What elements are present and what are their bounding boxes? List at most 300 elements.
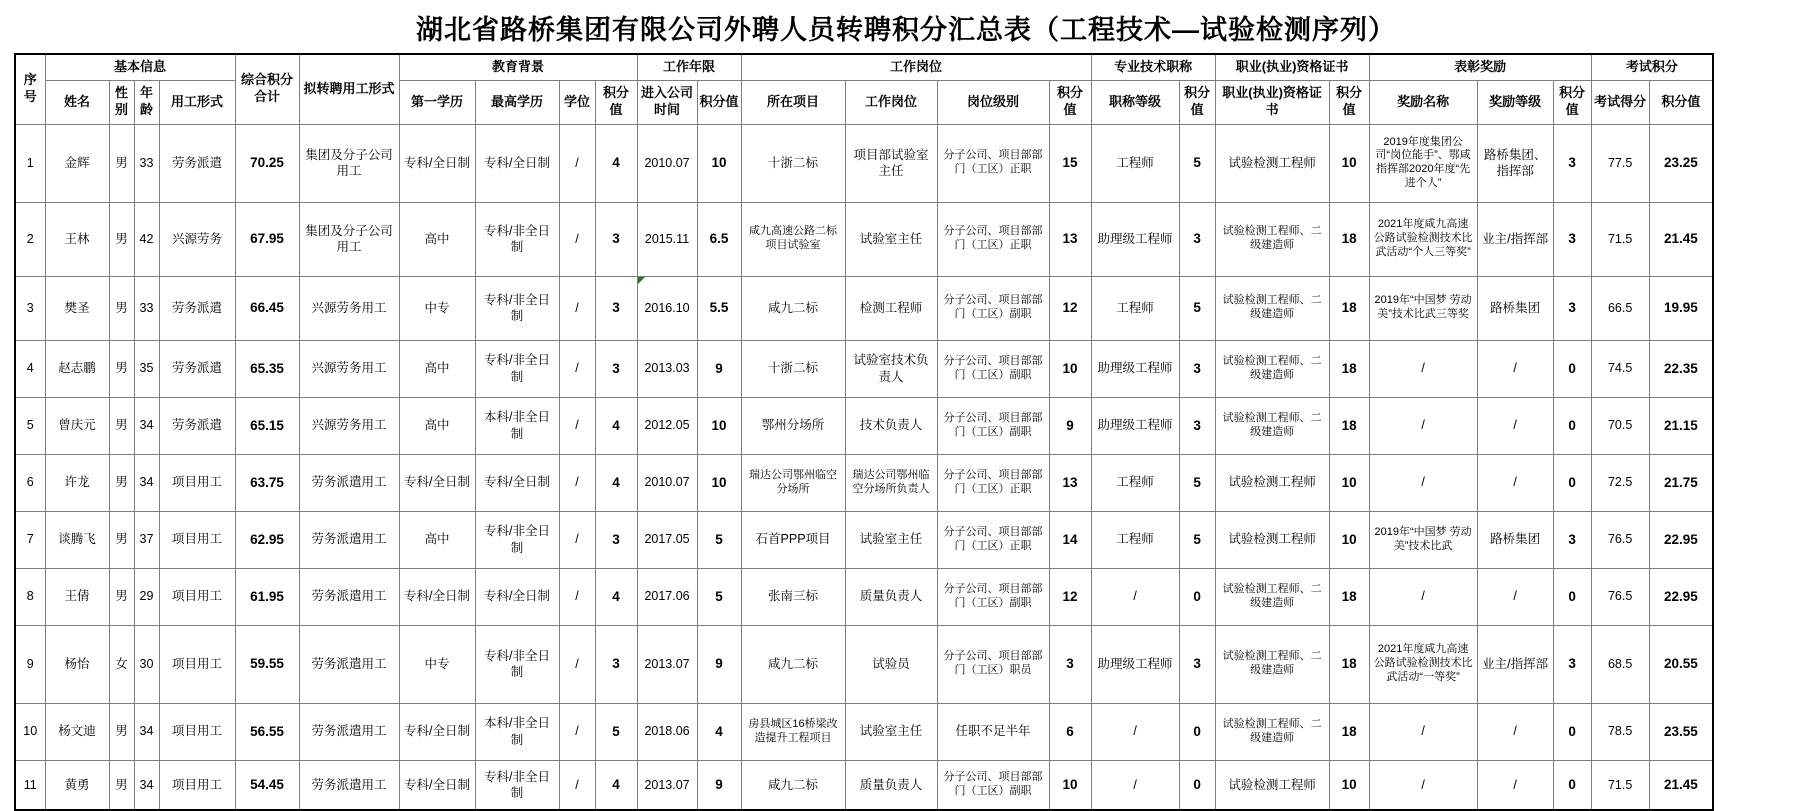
table-cell[interactable]: / — [559, 397, 595, 454]
table-cell[interactable]: 劳务派遣 — [159, 340, 235, 397]
table-cell[interactable]: 试验室主任 — [845, 202, 937, 276]
table-cell[interactable]: 质量负责人 — [845, 760, 937, 810]
table-cell[interactable]: 7 — [15, 511, 45, 568]
table-cell[interactable]: / — [559, 124, 595, 202]
table-cell[interactable]: 22.35 — [1649, 340, 1713, 397]
table-cell[interactable]: 专科/全日制 — [475, 454, 559, 511]
table-row — [15, 454, 1713, 511]
table-cell[interactable]: 男 — [109, 568, 134, 625]
table-cell[interactable]: 10 — [1049, 340, 1091, 397]
table-cell[interactable]: 5 — [1179, 511, 1215, 568]
table-cell[interactable]: 劳务派遣用工 — [299, 703, 399, 760]
table-cell[interactable]: 路桥集团 — [1477, 276, 1553, 340]
table-cell[interactable]: 5.5 — [697, 276, 741, 340]
column-header: 岗位级别 — [937, 80, 1049, 124]
table-cell[interactable]: 试验检测工程师、二级建造师 — [1215, 202, 1329, 276]
table-cell[interactable]: 兴源劳务用工 — [299, 276, 399, 340]
table-cell[interactable]: 试验检测工程师、二级建造师 — [1215, 625, 1329, 703]
table-cell[interactable]: 试验室技术负责人 — [845, 340, 937, 397]
table-cell[interactable]: / — [1477, 568, 1553, 625]
table-cell[interactable]: 2013.07 — [637, 760, 697, 810]
table-cell[interactable]: 3 — [1179, 625, 1215, 703]
table-cell[interactable]: / — [1369, 568, 1477, 625]
table-cell[interactable]: / — [559, 202, 595, 276]
table-cell[interactable]: 路桥集团 — [1477, 511, 1553, 568]
table-cell[interactable]: 8 — [15, 568, 45, 625]
table-cell[interactable]: 瑞达公司鄂州临空分场所负责人 — [845, 454, 937, 511]
table-cell[interactable]: 23.55 — [1649, 703, 1713, 760]
table-cell[interactable]: 专科/非全日制 — [475, 511, 559, 568]
table-row — [15, 124, 1713, 202]
table-cell[interactable]: 助理级工程师 — [1091, 625, 1179, 703]
table-cell[interactable]: 10 — [15, 703, 45, 760]
table-cell[interactable]: 任职不足半年 — [937, 703, 1049, 760]
table-cell[interactable]: / — [559, 340, 595, 397]
table-cell[interactable]: 42 — [134, 202, 159, 276]
table-cell[interactable]: 助理级工程师 — [1091, 340, 1179, 397]
table-cell[interactable]: 18 — [1329, 202, 1369, 276]
table-cell[interactable]: 男 — [109, 276, 134, 340]
table-cell[interactable]: 2016.10 — [637, 276, 697, 340]
table-cell[interactable]: 6 — [1049, 703, 1091, 760]
table-cell[interactable]: 0 — [1553, 454, 1591, 511]
table-cell[interactable]: 劳务派遣用工 — [299, 511, 399, 568]
table-cell[interactable]: 项目用工 — [159, 703, 235, 760]
table-cell[interactable]: 78.5 — [1591, 703, 1649, 760]
column-group-header: 考试积分 — [1591, 54, 1713, 80]
table-cell[interactable]: 2010.07 — [637, 454, 697, 511]
table-cell[interactable]: 2017.06 — [637, 568, 697, 625]
table-cell[interactable]: 女 — [109, 625, 134, 703]
table-cell[interactable]: 十浙二标 — [741, 340, 845, 397]
table-cell[interactable]: 分子公司、项目部部门（工区）职员 — [937, 625, 1049, 703]
table-cell[interactable]: 3 — [595, 202, 637, 276]
table-cell[interactable]: 0 — [1553, 760, 1591, 810]
table-cell[interactable]: / — [559, 625, 595, 703]
table-cell[interactable]: 21.45 — [1649, 760, 1713, 810]
table-cell[interactable]: 20.55 — [1649, 625, 1713, 703]
table-cell[interactable]: 男 — [109, 340, 134, 397]
table-cell[interactable]: 男 — [109, 760, 134, 810]
table-cell[interactable]: 助理级工程师 — [1091, 202, 1179, 276]
table-cell[interactable]: 男 — [109, 703, 134, 760]
column-group-header: 表彰奖励 — [1369, 54, 1591, 80]
table-cell[interactable]: 试验检测工程师 — [1215, 760, 1329, 810]
table-cell[interactable]: 62.95 — [235, 511, 299, 568]
table-cell[interactable]: / — [559, 511, 595, 568]
table-cell[interactable]: 劳务派遣用工 — [299, 625, 399, 703]
table-cell[interactable]: 14 — [1049, 511, 1091, 568]
table-cell[interactable]: 9 — [697, 625, 741, 703]
table-cell[interactable]: 专科/非全日制 — [475, 760, 559, 810]
table-cell[interactable]: 项目用工 — [159, 454, 235, 511]
table-cell[interactable]: 6.5 — [697, 202, 741, 276]
table-cell[interactable]: 2021年度咸九高速公路试验检测技术比武活动“一等奖” — [1369, 625, 1477, 703]
table-cell[interactable]: 咸九二标 — [741, 625, 845, 703]
table-cell[interactable]: 22.95 — [1649, 568, 1713, 625]
table-cell[interactable]: / — [1477, 760, 1553, 810]
table-cell[interactable]: 劳务派遣 — [159, 276, 235, 340]
table-cell[interactable]: 质量负责人 — [845, 568, 937, 625]
table-cell[interactable]: / — [1369, 703, 1477, 760]
table-cell[interactable]: 30 — [134, 625, 159, 703]
table-cell[interactable]: 试验检测工程师、二级建造师 — [1215, 703, 1329, 760]
table-cell[interactable]: 34 — [134, 760, 159, 810]
table-cell[interactable]: 3 — [1179, 202, 1215, 276]
table-cell[interactable]: 高中 — [399, 511, 475, 568]
table-cell[interactable]: 试验检测工程师 — [1215, 124, 1329, 202]
table-cell[interactable]: 项目用工 — [159, 568, 235, 625]
table-cell[interactable]: 5 — [15, 397, 45, 454]
table-cell[interactable]: 兴源劳务 — [159, 202, 235, 276]
table-cell[interactable]: 67.95 — [235, 202, 299, 276]
table-cell[interactable]: 男 — [109, 511, 134, 568]
table-cell[interactable]: 3 — [595, 340, 637, 397]
table-cell[interactable]: 分子公司、项目部部门（工区）副职 — [937, 568, 1049, 625]
table-cell[interactable]: 检测工程师 — [845, 276, 937, 340]
table-cell[interactable]: 张南三标 — [741, 568, 845, 625]
table-cell[interactable]: / — [559, 568, 595, 625]
table-cell[interactable]: 3 — [1553, 511, 1591, 568]
table-cell[interactable]: / — [1477, 340, 1553, 397]
table-cell[interactable]: 0 — [1179, 760, 1215, 810]
table-cell[interactable]: 专科/非全日制 — [475, 625, 559, 703]
table-cell[interactable]: 咸九二标 — [741, 760, 845, 810]
table-cell[interactable]: 专科/非全日制 — [475, 340, 559, 397]
table-cell[interactable]: 21.15 — [1649, 397, 1713, 454]
table-cell[interactable]: 劳务派遣用工 — [299, 760, 399, 810]
table-cell[interactable]: 6 — [15, 454, 45, 511]
table-cell[interactable]: 专科/全日制 — [475, 568, 559, 625]
table-cell[interactable]: 63.75 — [235, 454, 299, 511]
table-cell[interactable]: 34 — [134, 397, 159, 454]
table-cell[interactable]: 77.5 — [1591, 124, 1649, 202]
table-cell[interactable]: 2010.07 — [637, 124, 697, 202]
table-cell[interactable]: 34 — [134, 454, 159, 511]
table-cell[interactable]: 1 — [15, 124, 45, 202]
table-cell[interactable]: 71.5 — [1591, 760, 1649, 810]
table-cell[interactable]: 2019年度集团公司“岗位能手”、鄂咸指挥部2020年度“先进个人” — [1369, 124, 1477, 202]
table-cell[interactable]: 12 — [1049, 276, 1091, 340]
table-cell[interactable]: 65.35 — [235, 340, 299, 397]
table-cell[interactable]: 10 — [697, 454, 741, 511]
table-cell[interactable]: 业主/指挥部 — [1477, 625, 1553, 703]
table-cell[interactable]: 4 — [595, 397, 637, 454]
table-cell[interactable]: 9 — [15, 625, 45, 703]
table-cell[interactable]: 男 — [109, 124, 134, 202]
table-cell[interactable]: 樊圣 — [45, 276, 109, 340]
table-cell[interactable]: 专科/全日制 — [399, 760, 475, 810]
table-cell[interactable]: 本科/非全日制 — [475, 703, 559, 760]
table-cell[interactable]: 10 — [1329, 454, 1369, 511]
table-cell[interactable]: 22.95 — [1649, 511, 1713, 568]
table-cell[interactable]: 0 — [1553, 568, 1591, 625]
table-cell[interactable]: 金辉 — [45, 124, 109, 202]
table-cell[interactable]: 王倩 — [45, 568, 109, 625]
table-cell[interactable]: 11 — [15, 760, 45, 810]
table-cell[interactable]: 工程师 — [1091, 124, 1179, 202]
column-header: 学位 — [559, 80, 595, 124]
table-cell[interactable]: 2 — [15, 202, 45, 276]
table-cell[interactable]: 3 — [595, 276, 637, 340]
table-cell[interactable]: 分子公司、项目部部门（工区）副职 — [937, 276, 1049, 340]
table-cell[interactable]: 10 — [1049, 760, 1091, 810]
table-cell[interactable]: 12 — [1049, 568, 1091, 625]
table-cell[interactable]: 4 — [595, 760, 637, 810]
column-header: 考试得分 — [1591, 80, 1649, 124]
table-cell[interactable]: 9 — [697, 760, 741, 810]
table-cell[interactable]: 34 — [134, 703, 159, 760]
table-cell[interactable]: 3 — [1553, 625, 1591, 703]
table-cell[interactable]: 试验室主任 — [845, 511, 937, 568]
table-cell[interactable]: 专科/全日制 — [399, 454, 475, 511]
table-cell[interactable]: 劳务派遣 — [159, 124, 235, 202]
table-cell[interactable]: 黄勇 — [45, 760, 109, 810]
table-cell[interactable]: 劳务派遣用工 — [299, 454, 399, 511]
table-cell[interactable]: 试验检测工程师 — [1215, 454, 1329, 511]
table-cell[interactable]: 路桥集团、指挥部 — [1477, 124, 1553, 202]
table-cell[interactable]: 试验检测工程师、二级建造师 — [1215, 276, 1329, 340]
table-cell[interactable]: 37 — [134, 511, 159, 568]
table-cell[interactable]: 33 — [134, 124, 159, 202]
table-cell[interactable]: 10 — [697, 397, 741, 454]
table-cell[interactable]: 71.5 — [1591, 202, 1649, 276]
table-cell[interactable]: 试验检测工程师、二级建造师 — [1215, 340, 1329, 397]
table-cell[interactable]: 分子公司、项目部部门（工区）副职 — [937, 340, 1049, 397]
table-cell[interactable]: 咸九二标 — [741, 276, 845, 340]
table-cell[interactable]: / — [1369, 454, 1477, 511]
table-cell[interactable]: 13 — [1049, 454, 1091, 511]
table-cell[interactable]: / — [559, 454, 595, 511]
table-cell[interactable]: 项目用工 — [159, 511, 235, 568]
table-cell[interactable]: 4 — [697, 703, 741, 760]
table-cell[interactable]: 集团及分子公司用工 — [299, 124, 399, 202]
table-cell[interactable]: 项目部试验室主任 — [845, 124, 937, 202]
table-cell[interactable]: 0 — [1179, 703, 1215, 760]
table-cell[interactable]: / — [1091, 760, 1179, 810]
table-cell[interactable]: 10 — [1329, 124, 1369, 202]
table-cell[interactable]: 兴源劳务用工 — [299, 397, 399, 454]
table-row — [15, 202, 1713, 276]
table-cell[interactable]: 项目用工 — [159, 760, 235, 810]
column-header: 积分值 — [595, 80, 637, 124]
table-cell[interactable]: 试验检测工程师 — [1215, 511, 1329, 568]
table-cell[interactable]: 61.95 — [235, 568, 299, 625]
table-cell[interactable]: 十浙二标 — [741, 124, 845, 202]
table-cell[interactable]: 试验检测工程师、二级建造师 — [1215, 568, 1329, 625]
table-cell[interactable]: 分子公司、项目部部门（工区）副职 — [937, 760, 1049, 810]
table-cell[interactable]: 35 — [134, 340, 159, 397]
table-cell[interactable]: 高中 — [399, 397, 475, 454]
table-cell[interactable]: 技术负责人 — [845, 397, 937, 454]
table-cell[interactable]: 分子公司、项目部部门（工区）正职 — [937, 511, 1049, 568]
table-cell[interactable]: 70.25 — [235, 124, 299, 202]
table-cell[interactable]: 房县城区16桥梁改造提升工程项目 — [741, 703, 845, 760]
table-cell[interactable]: 65.15 — [235, 397, 299, 454]
table-cell[interactable]: 助理级工程师 — [1091, 397, 1179, 454]
table-cell[interactable]: 0 — [1553, 340, 1591, 397]
table-cell[interactable]: 3 — [15, 276, 45, 340]
table-cell[interactable]: 试验室主任 — [845, 703, 937, 760]
table-cell[interactable]: 2021年度咸九高速公路试验检测技术比武活动“个人三等奖” — [1369, 202, 1477, 276]
table-cell[interactable]: 兴源劳务用工 — [299, 340, 399, 397]
table-cell[interactable]: 15 — [1049, 124, 1091, 202]
table-cell[interactable]: 专科/全日制 — [399, 568, 475, 625]
table-cell[interactable]: 0 — [1553, 397, 1591, 454]
table-cell[interactable]: 分子公司、项目部部门（工区）副职 — [937, 397, 1049, 454]
table-cell[interactable]: 业主/指挥部 — [1477, 202, 1553, 276]
table-cell[interactable]: / — [1369, 397, 1477, 454]
table-row — [15, 276, 1713, 340]
table-cell[interactable]: 3 — [1179, 397, 1215, 454]
table-cell[interactable]: 54.45 — [235, 760, 299, 810]
table-cell[interactable]: 0 — [1179, 568, 1215, 625]
table-cell[interactable]: 高中 — [399, 202, 475, 276]
table-cell[interactable]: 18 — [1329, 703, 1369, 760]
table-cell[interactable]: 3 — [1553, 124, 1591, 202]
table-cell[interactable]: 3 — [595, 511, 637, 568]
table-cell[interactable]: 专科/全日制 — [399, 703, 475, 760]
table-cell[interactable]: 试验员 — [845, 625, 937, 703]
table-cell[interactable]: 2013.07 — [637, 625, 697, 703]
table-cell[interactable]: 2013.03 — [637, 340, 697, 397]
table-cell[interactable]: / — [559, 703, 595, 760]
table-cell[interactable]: 4 — [595, 454, 637, 511]
table-cell[interactable]: / — [1369, 340, 1477, 397]
table-cell[interactable]: 74.5 — [1591, 340, 1649, 397]
table-cell[interactable]: 赵志鹏 — [45, 340, 109, 397]
table-cell[interactable]: 谈腾飞 — [45, 511, 109, 568]
table-cell[interactable]: / — [1477, 454, 1553, 511]
table-row — [15, 703, 1713, 760]
table-cell[interactable]: 专科/非全日制 — [475, 276, 559, 340]
table-cell[interactable]: 9 — [1049, 397, 1091, 454]
table-cell[interactable]: / — [1091, 703, 1179, 760]
table-cell[interactable]: 10 — [697, 124, 741, 202]
table-cell[interactable]: 18 — [1329, 276, 1369, 340]
table-cell[interactable]: 4 — [15, 340, 45, 397]
table-cell[interactable]: 72.5 — [1591, 454, 1649, 511]
table-cell[interactable]: 2018.06 — [637, 703, 697, 760]
table-cell[interactable]: 76.5 — [1591, 568, 1649, 625]
table-cell[interactable]: 工程师 — [1091, 511, 1179, 568]
table-cell[interactable]: 4 — [595, 124, 637, 202]
table-cell[interactable]: 18 — [1329, 625, 1369, 703]
table-cell[interactable]: 许龙 — [45, 454, 109, 511]
table-cell[interactable]: 29 — [134, 568, 159, 625]
table-cell[interactable]: 2015.11 — [637, 202, 697, 276]
table-cell[interactable]: 王林 — [45, 202, 109, 276]
table-cell[interactable]: 5 — [1179, 124, 1215, 202]
table-cell[interactable]: 66.45 — [235, 276, 299, 340]
table-cell[interactable]: 项目用工 — [159, 625, 235, 703]
table-cell[interactable]: 3 — [595, 625, 637, 703]
table-cell[interactable]: 3 — [1049, 625, 1091, 703]
table-cell[interactable]: / — [1477, 703, 1553, 760]
table-cell[interactable]: 劳务派遣 — [159, 397, 235, 454]
table-cell[interactable]: 专科/非全日制 — [475, 202, 559, 276]
table-cell[interactable]: 2019年“中国梦 劳动美”技术比武 — [1369, 511, 1477, 568]
table-cell[interactable]: 分子公司、项目部部门（工区）正职 — [937, 202, 1049, 276]
table-cell[interactable]: 70.5 — [1591, 397, 1649, 454]
table-cell[interactable]: 2019年“中国梦 劳动美”技术比武三等奖 — [1369, 276, 1477, 340]
table-cell[interactable]: 分子公司、项目部部门（工区）正职 — [937, 454, 1049, 511]
table-cell[interactable]: / — [1477, 397, 1553, 454]
table-cell[interactable]: 中专 — [399, 276, 475, 340]
table-cell[interactable]: 咸九高速公路二标项目试验室 — [741, 202, 845, 276]
table-cell[interactable]: 鄂州分场所 — [741, 397, 845, 454]
table-cell[interactable]: 曾庆元 — [45, 397, 109, 454]
table-cell[interactable]: 5 — [697, 511, 741, 568]
table-cell[interactable]: 劳务派遣用工 — [299, 568, 399, 625]
column-header: 所在项目 — [741, 80, 845, 124]
table-cell[interactable]: 76.5 — [1591, 511, 1649, 568]
table-cell[interactable]: 4 — [595, 568, 637, 625]
table-cell[interactable]: 13 — [1049, 202, 1091, 276]
table-cell[interactable]: 5 — [595, 703, 637, 760]
table-cell[interactable]: 分子公司、项目部部门（工区）正职 — [937, 124, 1049, 202]
table-cell[interactable]: 9 — [697, 340, 741, 397]
table-cell[interactable]: 2012.05 — [637, 397, 697, 454]
column-group-header: 工作岗位 — [741, 54, 1091, 80]
table-cell[interactable]: / — [1369, 760, 1477, 810]
table-cell[interactable]: / — [1091, 568, 1179, 625]
table-cell[interactable]: 杨怡 — [45, 625, 109, 703]
table-cell[interactable]: 21.75 — [1649, 454, 1713, 511]
table-cell[interactable]: 56.55 — [235, 703, 299, 760]
table-cell[interactable]: 59.55 — [235, 625, 299, 703]
table-cell[interactable]: 3 — [1553, 202, 1591, 276]
table-cell[interactable]: 5 — [1179, 454, 1215, 511]
table-cell[interactable]: 68.5 — [1591, 625, 1649, 703]
table-cell[interactable]: 5 — [697, 568, 741, 625]
table-cell[interactable]: 66.5 — [1591, 276, 1649, 340]
table-cell[interactable]: 石首PPP项目 — [741, 511, 845, 568]
table-cell[interactable]: 3 — [1179, 340, 1215, 397]
table-cell[interactable]: 试验检测工程师、二级建造师 — [1215, 397, 1329, 454]
table-cell[interactable]: 男 — [109, 397, 134, 454]
table-cell[interactable]: 工程师 — [1091, 276, 1179, 340]
table-cell[interactable]: 瑞达公司鄂州临空分场所 — [741, 454, 845, 511]
table-cell[interactable]: 男 — [109, 454, 134, 511]
table-cell[interactable]: 3 — [1553, 276, 1591, 340]
page-title: 湖北省路桥集团有限公司外聘人员转聘积分汇总表（工程技术—试验检测序列） — [416, 15, 1396, 45]
table-cell[interactable]: 专科/全日制 — [399, 124, 475, 202]
table-cell[interactable]: / — [559, 276, 595, 340]
table-cell[interactable]: / — [559, 760, 595, 810]
table-cell[interactable]: 男 — [109, 202, 134, 276]
table-cell[interactable]: 18 — [1329, 397, 1369, 454]
table-cell[interactable]: 杨文迪 — [45, 703, 109, 760]
table-cell[interactable]: 高中 — [399, 340, 475, 397]
table-cell[interactable]: 23.25 — [1649, 124, 1713, 202]
table-cell[interactable]: 专科/全日制 — [475, 124, 559, 202]
table-cell[interactable]: 33 — [134, 276, 159, 340]
table-cell[interactable]: 0 — [1553, 703, 1591, 760]
table-cell[interactable]: 5 — [1179, 276, 1215, 340]
table-cell[interactable]: 集团及分子公司用工 — [299, 202, 399, 276]
table-cell[interactable]: 工程师 — [1091, 454, 1179, 511]
table-cell[interactable]: 18 — [1329, 568, 1369, 625]
table-cell[interactable]: 18 — [1329, 340, 1369, 397]
table-cell[interactable]: 2017.05 — [637, 511, 697, 568]
table-cell[interactable]: 本科/非全日制 — [475, 397, 559, 454]
table-cell[interactable]: 中专 — [399, 625, 475, 703]
table-cell[interactable]: 19.95 — [1649, 276, 1713, 340]
table-cell[interactable]: 10 — [1329, 511, 1369, 568]
table-cell[interactable]: 21.45 — [1649, 202, 1713, 276]
table-cell[interactable]: 10 — [1329, 760, 1369, 810]
